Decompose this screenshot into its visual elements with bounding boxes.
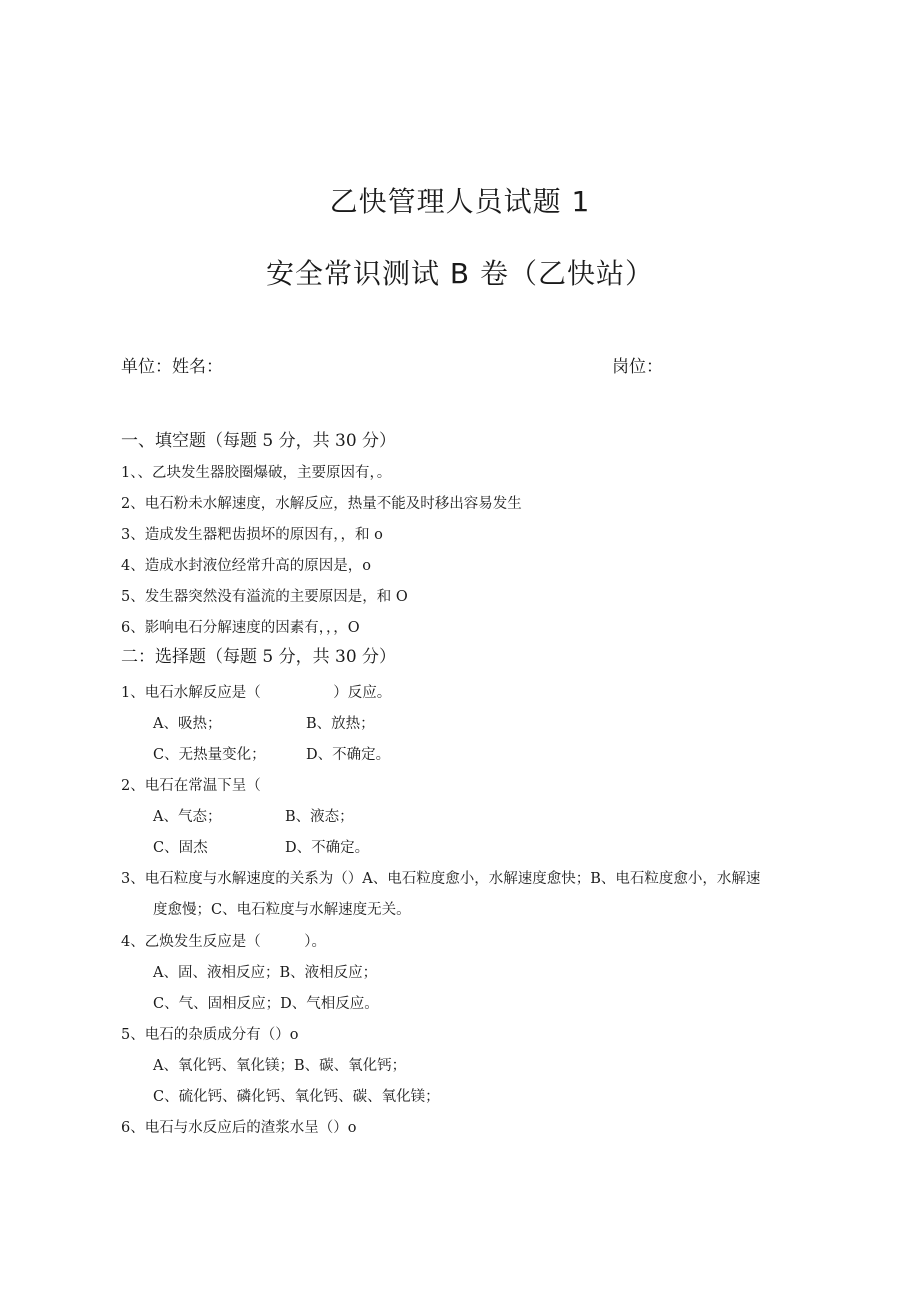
choice-2-option-b: B、液态； (285, 809, 354, 825)
unit-name-label: 单位：姓名： (121, 357, 223, 377)
exam-title: 乙快管理人员试题 1 (329, 185, 591, 218)
choice-2-option-d: D、不确定。 (285, 840, 370, 856)
choice-question-5: 5、电石的杂质成分有（）o (121, 1027, 299, 1043)
post-label: 岗位： (612, 357, 663, 377)
fill-question-4: 4、造成水封液位经常升高的原因是，o (121, 558, 371, 574)
fill-question-3: 3、造成发生器粑齿损坏的原因有，，和 o (121, 527, 383, 543)
choice-1-option-d: D、不确定。 (306, 747, 391, 763)
choice-4-options-ab: A、固、液相反应；B、液相反应； (153, 965, 378, 981)
choice-2-option-a: A、气态； (153, 809, 222, 825)
choice-question-6: 6、电石与水反应后的渣浆水呈（）o (121, 1120, 357, 1136)
choice-question-4: 4、乙焕发生反应是（ ）。 (121, 934, 326, 950)
fill-question-5: 5、发生器突然没有溢流的主要原因是，和 O (121, 589, 408, 605)
choice-question-3-continued: 度愈慢；C、电石粒度与水解速度无关。 (153, 902, 411, 918)
fill-question-1: 1、、乙块发生器胶圈爆破，主要原因有，。 (121, 465, 392, 481)
choice-5-options-ab: A、氧化钙、氧化镁；B、碳、氧化钙； (153, 1058, 407, 1074)
choice-question-2: 2、电石在常温下呈（ (121, 778, 261, 794)
choice-4-options-cd: C、气、固相反应；D、气相反应。 (153, 996, 379, 1012)
choice-1-option-b: B、放热； (306, 716, 375, 732)
choice-1-option-c: C、无热量变化； (153, 747, 266, 763)
fill-question-2: 2、电石粉未水解速度，水解反应，热量不能及时移出容易发生 (121, 496, 522, 512)
fill-question-6: 6、影响电石分解速度的因素有，，，O (121, 620, 360, 636)
section-choice-heading: 二：选择题（每题 5 分，共 30 分） (121, 647, 397, 667)
choice-5-options-cd: C、硫化钙、磷化钙、氧化钙、碳、氧化镁； (153, 1089, 440, 1105)
choice-question-3: 3、电石粒度与水解速度的关系为（）A、电石粒度愈小，水解速度愈快；B、电石粒度愈小，水解速 (121, 871, 761, 887)
choice-question-1: 1、电石水解反应是（ ）反应。 (121, 685, 392, 701)
choice-1-option-a: A、吸热； (153, 716, 222, 732)
exam-subtitle: 安全常识测试 B 卷（乙快站） (265, 257, 654, 290)
choice-2-option-c: C、固杰 (153, 840, 208, 856)
section-fill-blank-heading: 一、填空题（每题 5 分，共 30 分） (121, 431, 397, 451)
